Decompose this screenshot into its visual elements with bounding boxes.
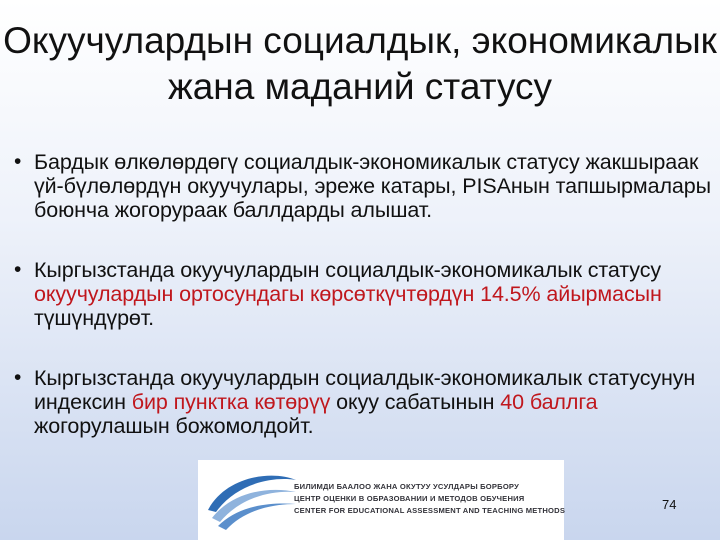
- logo-text-kyrgyz: БИЛИМДИ БААЛОО ЖАНА ОКУТУУ УСУЛДАРЫ БОРБОРУ: [294, 482, 520, 491]
- highlighted-text: окуучулардын ортосундагы көрсөткүчтөрдүн 14.5% айырмасын: [34, 282, 662, 306]
- bullet-text: Кыргызстанда окуучулардын социалдык-экономикалык статусу: [34, 258, 661, 282]
- bullet-marker: •: [14, 150, 22, 173]
- page-title-line-2: жана маданий статусу: [167, 66, 553, 107]
- bullet-text: окуу сабатынын: [330, 390, 501, 414]
- logo-text-russian: ЦЕНТР ОЦЕНКИ В ОБРАЗОВАНИИ И МЕТОДОВ ОБУЧЕНИЯ: [294, 494, 525, 503]
- center-logo-banner: [198, 460, 564, 540]
- swoosh-logo-icon: [202, 466, 298, 536]
- bullet-text: жогорулашын божомолдойт.: [34, 414, 314, 438]
- page-number: 74: [662, 497, 677, 512]
- bullet-marker: •: [14, 258, 22, 281]
- logo-text-english: CENTER FOR EDUCATIONAL ASSESSMENT AND TEACHING METHODS: [294, 506, 566, 515]
- bullet-item: [14, 258, 718, 330]
- page-title: [0, 18, 720, 110]
- bullet-item: [14, 150, 718, 222]
- logo-text: [294, 481, 564, 517]
- highlighted-text: 40 баллга: [500, 390, 598, 414]
- bullet-text: Кыргызстанда окуучулардын социалдык-экономикалык статусунун индексин: [34, 366, 696, 414]
- bullet-text: түшүндүрөт.: [34, 306, 155, 330]
- bullet-marker: •: [14, 366, 22, 389]
- highlighted-text: бир пунктка көтөрүү: [131, 390, 331, 414]
- bullet-list: [14, 150, 718, 438]
- page-title-line-1: Окуучулардын социалдык, экономикалык: [3, 20, 717, 61]
- bullet-item: [14, 366, 718, 438]
- bullet-text: Бардык өлкөлөрдөгү социалдык-экономикалык статусу жакшыраак үй-бүлөлөрдүн окуучулары, эреже катары, PISAнын тапшырмалары боюнча жогорураак баллдарды алышат.: [34, 150, 711, 222]
